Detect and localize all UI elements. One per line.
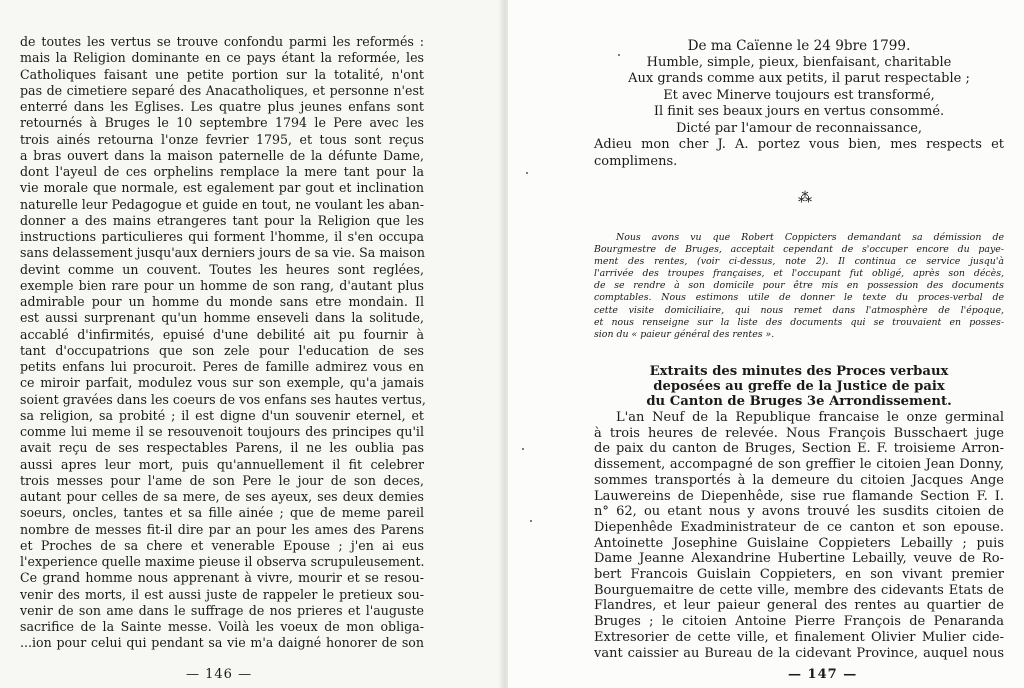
text-line: enterré dans les Eglises. Les quatre plus jeunes enfans sont <box>20 99 424 114</box>
speck <box>526 172 528 174</box>
text-line: autant pour celles de sa mere, de ses ayeux, ses deux demies <box>20 489 424 504</box>
text-line: dissement, accompagné de son greffier le citoien Jean Donny, <box>594 457 1004 473</box>
text-line: sommes transportés à la demeure du citoien Jacques Ange <box>594 472 1004 488</box>
text-line: pas de cimetiere separé des Anacatholiques, et personne n'est <box>20 82 424 98</box>
text-line: soient gravées dans les coeurs de vos enfans ses hautes vertus, <box>20 391 426 407</box>
text-line: Lauwereins de Diepenhêde, sise rue flamande Section F. I. <box>594 488 1004 504</box>
text-line: admirable pour un homme du monde sans etre mondain. Il <box>20 294 424 309</box>
text-line: Catholiques faisant une petite portion sur la totalité, n'ont <box>20 66 424 82</box>
letter-line: Humble, simple, pieux, bienfaisant, charitable <box>646 54 952 70</box>
text-line: vie morale que normale, est egalement par gout et inclination <box>20 180 424 196</box>
text-line: Flandres, et leur paieur general des rentes au quartier de <box>594 598 1004 614</box>
text-line: de toutes les vertus se trouve confondu parmi les reformés : <box>20 34 424 49</box>
note-line: sion du « paieur général des rentes ». <box>594 328 775 340</box>
text-line: Bruges ; le citoien Antoine Pierre François de Penaranda <box>594 614 1004 630</box>
note-line: ment des rentes, (voir ci-dessus, note 2). Il continua ce service jusqu'à <box>594 256 1004 268</box>
note-line: comptables. Nous estimons utile de donner le texte du proces-verbal de <box>594 292 1004 304</box>
speck <box>522 448 524 450</box>
text-line: devint comme un couvent. Toutes les heures sont reglées, <box>20 261 424 277</box>
text-line: petits enfans lui procuroit. Peres de famille admirez vous en <box>20 359 424 374</box>
editor-note <box>594 232 1004 341</box>
text-line: venir de son ame dans le suffrage de nos prieres et l'auguste <box>20 602 424 618</box>
text-line: avait reçu de ses respectables Parens, il ne les oublia pas <box>20 440 424 456</box>
text-line: Ce grand homme nous apprenant à vivre, mourir et se resou- <box>20 570 424 586</box>
note-line: de se rendre à son domicile pour être mis en possession des documents <box>594 280 1004 292</box>
text-line: Dame Jeanne Alexandrine Hubertine Lebailly, veuve de Ro- <box>594 551 1004 567</box>
letter-line: Et avec Minerve toujours est transformé, <box>663 87 935 103</box>
text-line: nombre de messes fit-il dire par an pour les ames des Parens <box>20 521 424 537</box>
text-line: n° 62, ou etant nous y avons trouvé les susdits citoien de <box>594 504 1004 520</box>
text-line: exemple bien rare pour un homme de son rang, d'autant plus <box>20 277 424 293</box>
text-line: comme lui meme il se resouvenoit toujours des principes qu'il <box>20 424 424 439</box>
text-line: venir des morts, il est aussi juste de rappeler le pretieux sou- <box>20 586 424 602</box>
text-line: trois ainés retourna l'onze fevrier 1795, et tous sont reçus <box>20 131 424 147</box>
letter-closing <box>594 38 1004 170</box>
letter-line: Adieu mon cher J. A. portez vous bien, mes respects et <box>594 137 1004 152</box>
right-page-number: — 147 — <box>788 667 858 682</box>
section-heading <box>594 364 1004 409</box>
text-line: ce miroir parfait, modulez vous sur son exemple, qu'a jamais <box>20 375 424 391</box>
text-line: sans delassement jusqu'aux derniers jours de sa vie. Sa maison <box>20 245 425 261</box>
letter-line: Dicté par l'amour de reconnaissance, <box>675 120 923 136</box>
note-line: Nous avons vu que Robert Coppicters demandant sa démission de <box>616 232 1004 243</box>
right-page-body <box>594 410 1004 661</box>
letter-line: Il finit ses beaux jours en vertus consommé. <box>653 104 945 119</box>
text-line: à trois heures de relevée. Nous François Busschaert juge <box>594 425 1004 441</box>
text-line: tant d'occupatrions que son zele pour l'education de ses <box>20 342 424 358</box>
left-page-number: — 146 — <box>186 667 253 682</box>
text-line: mais la Religion dominante en ce pays étant la reformée, les <box>20 50 424 66</box>
text-line: accablé d'infirmités, epuisé d'une debilité ait pu fournir à <box>20 326 424 342</box>
asterism-divider: ⁂ <box>798 190 812 206</box>
note-line: et nous renseigne sur la liste des documents qui se trouvaient en posses- <box>594 316 1004 328</box>
text-line: bert Francois Guislain Coppieters, en son vivant premier <box>594 567 1004 583</box>
text-line: dont l'ayeul de ces orphelins remplace la mere tant pour la <box>20 164 424 179</box>
text-line: a bras ouvert dans la maison paternelle de la défunte Dame, <box>20 147 424 163</box>
right-page <box>508 0 1024 688</box>
text-line: ...ion pour celui qui pendant sa vie m'a daigné honorer de son <box>20 635 424 651</box>
text-line: retournés à Bruges le 10 septembre 1794 le Pere avec les <box>20 115 424 131</box>
text-line: Extresorier de cette ville, et finalement Olivier Mulier cide- <box>594 629 1004 645</box>
text-line: est aussi surprenant qu'un homme enseveli dans la solitude, <box>20 310 424 326</box>
text-line: naturelle leur Pedagogue et guide en tout, ne voulant les aban- <box>20 196 424 212</box>
heading-line: deposées au greffe de la Justice de paix <box>653 379 945 394</box>
letter-line: De ma Caïenne le 24 9bre 1799. <box>687 38 911 54</box>
left-page-text <box>20 34 424 652</box>
text-line: Antoinette Josephine Guislaine Coppieters Lebailly ; puis <box>594 535 1004 551</box>
text-line: sa religion, sa probité ; il est digne d'un souvenir eternel, et <box>20 407 424 423</box>
text-line: sacrifice de la Sainte messe. Voilà les voeux de mon obliga- <box>20 619 424 634</box>
heading-line: Extraits des minutes des Proces verbaux <box>649 364 949 379</box>
letter-line: complimens. <box>594 153 678 169</box>
text-line: de paix du canton de Bruges, Section E. F. troisieme Arron- <box>594 441 1004 457</box>
text-line: aussi apres leur mort, puis qu'annuellement il fit celebrer <box>20 456 424 472</box>
note-line: l'arrivée des troupes françaises, et l'occupant fut obligé, après son décès, <box>594 268 1004 280</box>
note-line: cette visite domiciliaire, qui nous remet dans l'atmosphère de l'époque, <box>594 304 1004 316</box>
note-line: Bourgmestre de Bruges, acceptait cependant de s'occuper encore du paye- <box>594 244 1004 256</box>
text-line: L'an Neuf de la Republique francaise le onze germinal <box>616 410 1004 425</box>
left-page <box>0 0 508 688</box>
text-line: l'experience quelle maxime pieuse il observa scrupuleusement. <box>20 554 425 569</box>
text-line: donner a des mains etrangeres tant pour la Religion que les <box>20 212 424 228</box>
text-line: soeurs, oncles, tantes et sa fille ainée ; que de meme pareil <box>20 505 424 521</box>
text-line: et Proches de sa chere et venerable Epouse ; j'en ai eus <box>20 537 424 553</box>
speck <box>530 520 532 522</box>
text-line: instructions particulieres qui forment l'homme, il s'en occupa <box>20 229 424 244</box>
letter-line: Aux grands comme aux petits, il parut respectable ; <box>628 71 970 86</box>
heading-line: du Canton de Bruges 3e Arrondissement. <box>646 394 952 409</box>
text-line: vant caissier au Bureau de la cidevant Province, auquel nous <box>594 645 1004 661</box>
text-line: Bourguemaitre de cette ville, membre des cidevants Etats de <box>594 582 1004 598</box>
text-line: Diepenhêde Exadministrateur de ce canton et son epouse. <box>594 519 1004 535</box>
text-line: trois messes pour l'ame de son Pere le jour de son deces, <box>20 472 424 488</box>
